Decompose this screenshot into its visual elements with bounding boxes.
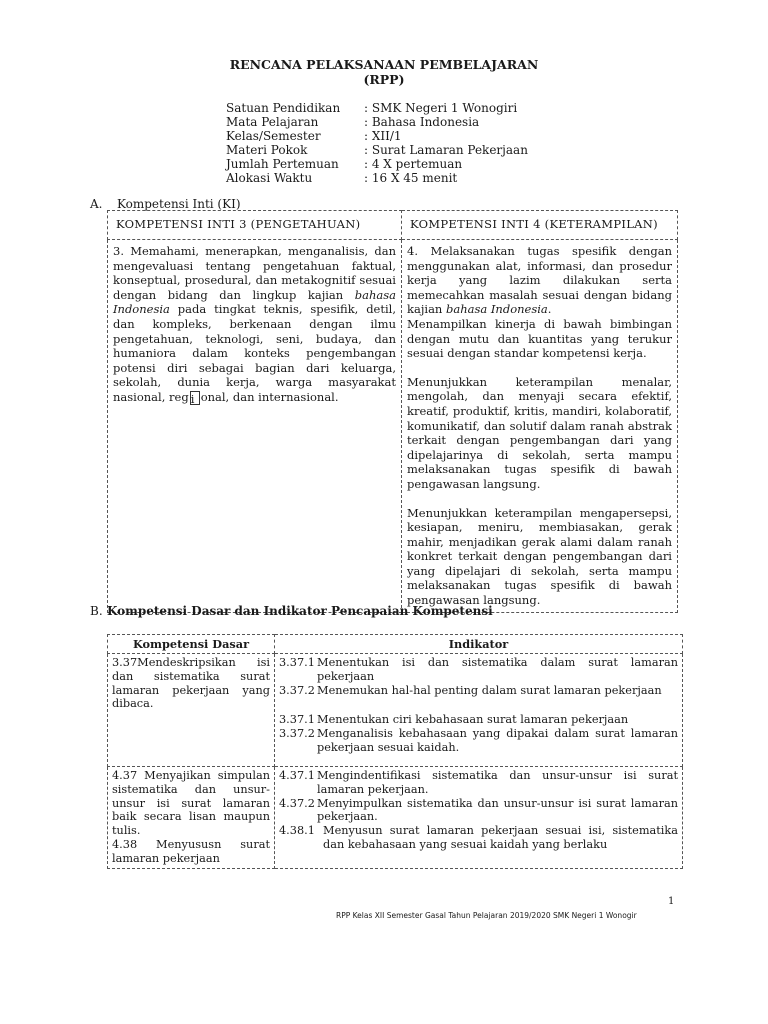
text-cursor-box: i — [190, 391, 200, 405]
indikator-text: Menemukan hal-hal penting dalam surat lamaran pekerjaan — [317, 683, 662, 697]
indikator-text: Menganalisis kebahasaan yang dipakai dalam surat lamaran pekerjaan sesuai kaidah. — [317, 727, 678, 754]
indikator-item — [279, 824, 678, 852]
kd-cell — [108, 767, 275, 869]
footer-text: RPP Kelas XII Semester Gasal Tahun Pelajaran 2019/2020 SMK Negeri 1 Wonogir — [336, 911, 637, 920]
identity-label: Jumlah Pertemuan — [226, 157, 339, 171]
document-subtitle: (RPP) — [363, 72, 405, 87]
ki4-cell — [402, 240, 678, 613]
ki4-text-part: . — [547, 302, 552, 317]
indikator-cell — [275, 654, 683, 767]
indikator-number: 4.38.1 — [279, 824, 315, 838]
identity-row — [226, 129, 402, 143]
indikator-number: 3.37.1 — [279, 713, 315, 727]
kd-text: 4.37 Menyajikan simpulan sistematika dan unsur-unsur isi surat lamaran baik secara lisan maupun tulis. — [112, 769, 270, 838]
document-title: RENCANA PELAKSANAAN PEMBELAJARAN — [229, 57, 539, 72]
identity-value: : Bahasa Indonesia — [364, 115, 480, 129]
page-number: 1 — [668, 896, 675, 907]
identity-label: Kelas/Semester — [226, 129, 321, 143]
indikator-text: Menyimpulkan sistematika dan unsur-unsur isi surat lamaran pekerjaan. — [317, 796, 678, 824]
section-b-title: Kompetensi Dasar dan Indikator Pencapaian Kompetensi — [107, 604, 493, 618]
identity-row — [226, 143, 528, 157]
indikator-text: Mengindentifikasi sistematika dan unsur-unsur isi surat lamaran pekerjaan. — [317, 769, 678, 796]
identity-label: Materi Pokok — [226, 143, 308, 157]
ki4-header: KOMPETENSI INTI 4 (KETERAMPILAN) — [402, 211, 678, 240]
indikator-number: 3.37.2 — [279, 727, 315, 741]
kd-header: Kompetensi Dasar — [108, 635, 275, 654]
indikator-item — [279, 713, 678, 727]
indikator-text: Menentukan ciri kebahasaan surat lamaran pekerjaan — [317, 713, 629, 727]
ki3-text-part: onal, dan internasional. — [200, 389, 339, 404]
indikator-number: 4.37.1 — [279, 769, 315, 782]
indikator-item — [279, 656, 678, 684]
indikator-item — [279, 769, 678, 797]
indikator-text: Menentukan isi dan sistematika dalam surat lamaran pekerjaan — [317, 656, 678, 683]
ki3-text-part: 3. Memahami, menerapkan, menganalisis, dan mengevaluasi tentang pengetahuan faktual, konseptual, prosedural, dan metakognitif sesuai dengan bidang dan lingkup kajian — [113, 244, 396, 302]
identity-label: Satuan Pendidikan — [226, 101, 341, 115]
section-b-letter: B. — [90, 604, 103, 618]
kompetensi-dasar-table — [107, 634, 683, 869]
identity-row — [226, 115, 479, 129]
ki3-text — [113, 244, 396, 405]
indikator-item — [279, 684, 678, 698]
indikator-number: 4.37.2 — [279, 796, 315, 810]
identity-value: : 4 X pertemuan — [364, 157, 463, 171]
identity-row — [226, 101, 517, 115]
kd-text: 3.37Mendeskripsikan isi dan sistematika surat lamaran pekerjaan yang dibaca. — [112, 656, 270, 711]
ki4-paragraph: Menampilkan kinerja di bawah bimbingan dengan mutu dan kuantitas yang terukur sesuai dengan standar kompetensi kerja. — [407, 316, 672, 361]
identity-row — [226, 171, 457, 185]
identity-value: : XII/1 — [364, 129, 402, 143]
identity-value: : SMK Negeri 1 Wonogiri — [364, 101, 518, 115]
ki3-cell — [108, 240, 402, 613]
ki3-header: KOMPETENSI INTI 3 (PENGETAHUAN) — [108, 211, 402, 240]
ki3-italic: bahasa Indonesia — [113, 287, 396, 317]
identity-row — [226, 157, 462, 171]
identity-value: : Surat Lamaran Pekerjaan — [364, 143, 528, 157]
indikator-number: 3.37.1 — [279, 656, 315, 669]
ki3-text-part: pada tingkat teknis, spesifik, detil, dan kompleks, berkenaan dengan ilmu pengetahuan, teknologi, seni, budaya, dan humaniora dalam konteks pengembangan potensi diri sebagai bagian dari keluarga, sekolah, dunia kerja, warga masyarakat nasional, reg — [113, 302, 396, 404]
identity-label: Mata Pelajaran — [226, 115, 319, 129]
ki4-paragraph: Menunjukkan keterampilan menalar, mengolah, dan menyaji secara efektif, kreatif, produktif, kritis, mandiri, kolaboratif, komunikatif, dan solutif dalam ranah abstrak terkait dengan pengembangan dari yang dipelajarinya di sekolah, serta mampu melaksanakan tugas spesifik di bawah pengawasan langsung. — [407, 374, 672, 491]
indikator-item — [279, 797, 678, 825]
section-a-title: Kompetensi Inti (KI) — [117, 197, 241, 211]
ki4-italic: bahasa Indonesia — [446, 302, 548, 317]
section-a-letter: A. — [90, 197, 103, 211]
ki4-paragraph: Menunjukkan keterampilan mengapersepsi, kesiapan, meniru, membiasakan, gerak mahir, menjadikan gerak alami dalam ranah konkret terkait dengan pengembangan dari yang dipelajari di sekolah, serta mampu melaksanakan tugas spesifik di bawah pengawasan langsung. — [407, 505, 672, 608]
indikator-text: Menyusun surat lamaran pekerjaan sesuai isi, sistematika dan kebahasaan yang sesuai kaidah yang berlaku — [323, 824, 678, 851]
identity-value: : 16 X 45 menit — [364, 171, 458, 185]
indikator-header: Indikator — [275, 635, 683, 654]
kompetensi-inti-table — [107, 210, 678, 613]
ki4-text-part: 4. Melaksanakan tugas spesifik dengan menggunakan alat, informasi, dan prosedur kerja yang lazim dilakukan serta memecahkan masalah sesuai dengan bidang kajian — [407, 244, 672, 317]
indikator-item — [279, 727, 678, 755]
kd-cell — [108, 654, 275, 767]
ki4-paragraph — [407, 244, 672, 317]
indikator-number: 3.37.2 — [279, 683, 315, 697]
indikator-cell — [275, 767, 683, 869]
identity-label: Alokasi Waktu — [226, 171, 313, 185]
kd-text: 4.38 Menyususn surat lamaran pekerjaan — [112, 837, 270, 865]
